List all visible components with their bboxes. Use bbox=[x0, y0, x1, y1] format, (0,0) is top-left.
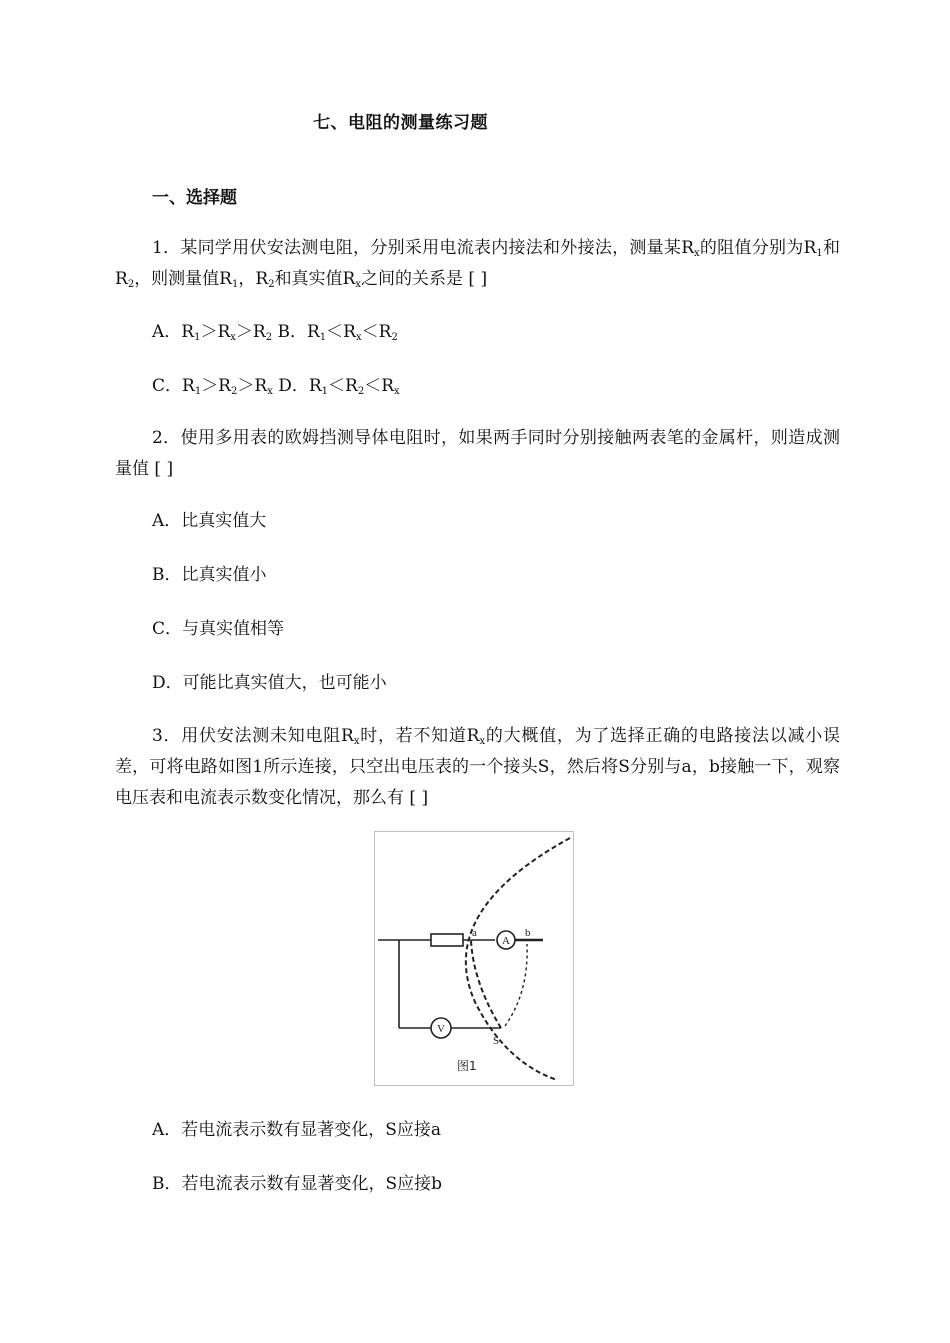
figure-caption: 图1 bbox=[457, 1059, 477, 1073]
voltmeter-label: V bbox=[437, 1023, 445, 1035]
section-heading: 一、选择题 bbox=[152, 188, 237, 208]
circuit-diagram bbox=[375, 832, 573, 1085]
question-2-text: 2．使用多用表的欧姆挡测导体电阻时，如果两手同时分别接触两表笔的金属杆，则造成测量值 [ ] bbox=[115, 428, 840, 479]
dashed-lead-b bbox=[505, 944, 527, 1026]
ammeter-label: A bbox=[502, 935, 510, 947]
page-title: 七、电阻的测量练习题 bbox=[313, 113, 488, 133]
question-2-option-a: A．比真实值大 bbox=[152, 511, 267, 531]
question-1-options-cd: C．$R_1>R_2>R_x$ D．$R_1<R_2<R_x$ bbox=[152, 376, 400, 397]
circuit-figure bbox=[374, 831, 574, 1086]
label-s: S bbox=[493, 1035, 500, 1047]
question-2-option-d: D．可能比真实值大，也可能小 bbox=[152, 673, 387, 693]
question-2-option-c: C．与真实值相等 bbox=[152, 619, 285, 639]
question-1-options-ab: A．$R_1>R_x>R_2$ B．$R_1<R_x<R_2$ bbox=[152, 322, 398, 343]
question-3-option-a: A．若电流表示数有显著变化，S应接a bbox=[152, 1120, 442, 1140]
label-a: a bbox=[472, 927, 477, 939]
question-1-text: 1．某同学用伏安法测电阻，分别采用电流表内接法和外接法，测量某$R_x$的阻值分别为$R_1$和$R_2$，则测量值$R_1$，$R_2$和真实值$R_x$之间的关系是 [ ] bbox=[115, 238, 840, 290]
dashed-arc-outer bbox=[466, 838, 570, 1080]
question-3-text: 3．用伏安法测未知电阻$R_x$时，若不知道$R_x$的大概值，为了选择正确的电路接法以减小误差，可将电路如图1所示连接，只空出电压表的一个接头S，然后将S分别与a，b接触一下，观察电压表和电流表示数变化情况，那么有 [ ] bbox=[115, 726, 840, 808]
question-2-option-b: B．比真实值小 bbox=[152, 565, 267, 585]
label-b: b bbox=[525, 927, 531, 939]
question-3-option-b: B．若电流表示数有显著变化，S应接b bbox=[152, 1174, 443, 1194]
dashed-lead-a bbox=[471, 940, 501, 1028]
resistor-rx bbox=[431, 934, 463, 946]
